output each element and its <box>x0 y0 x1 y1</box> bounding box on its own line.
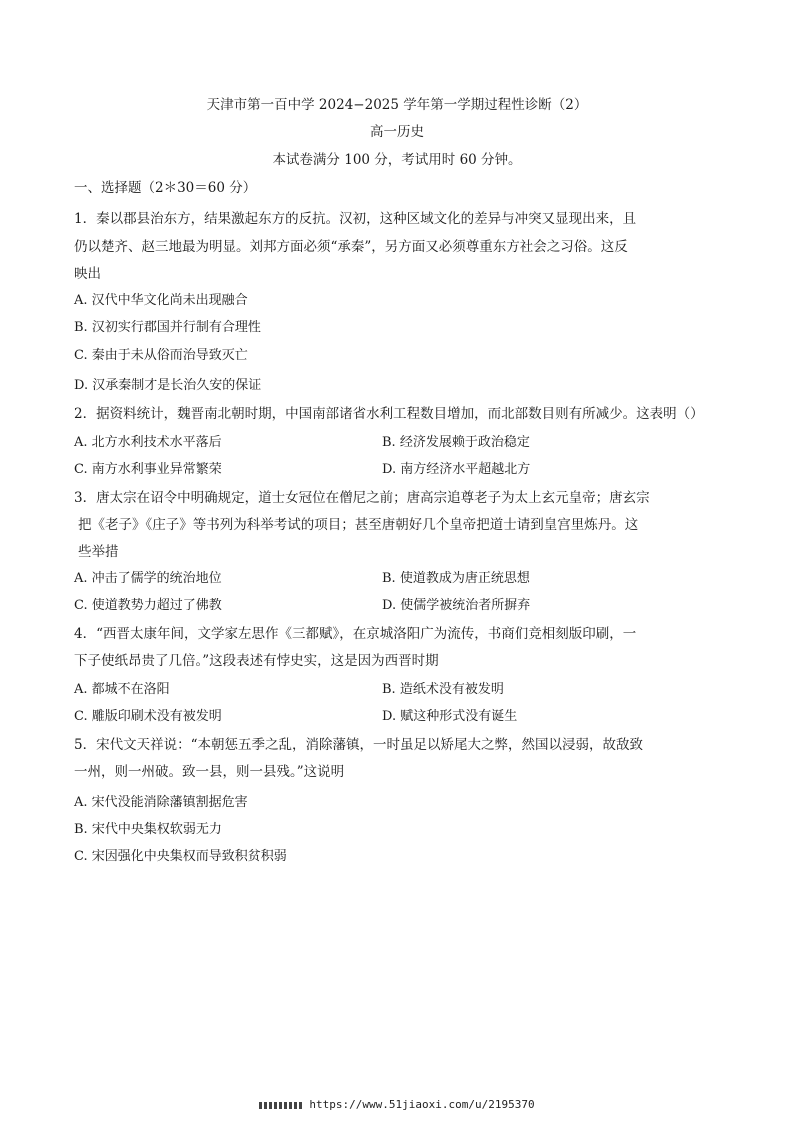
question-stem-line: 一州，则一州破。致一县，则一县残。”这说明 <box>74 764 345 780</box>
question-stem-line: 把《老子》《庄子》等书列为科举考试的项目；甚至唐朝好几个皇帝把道士请到皇宫里炼丹。这 <box>78 517 639 533</box>
option-b[interactable]: B. 使道教成为唐正统思想 <box>382 571 530 586</box>
question-stem-line: 映出 <box>74 266 101 282</box>
option-d[interactable]: D. 使儒学被统治者所摒弃 <box>382 598 531 613</box>
question-stem-line: 5．宋代文天祥说：“本朝惩五季之乱，消除藩镇，一时虽足以矫尾大之弊，然国以浸弱，故敌致 <box>74 737 643 753</box>
option-c[interactable]: C. 秦由于未从俗而治导致灭亡 <box>74 348 248 363</box>
footer-watermark <box>0 1098 794 1112</box>
option-d[interactable]: D. 汉承秦制才是长治久安的保证 <box>74 378 262 393</box>
option-d[interactable]: D. 赋这种形式没有诞生 <box>382 709 518 724</box>
question-stem-line: 4．“西晋太康年间，文学家左思作《三都赋》，在京城洛阳广为流传，书商们竞相刻版印刷，一 <box>74 626 637 642</box>
option-c[interactable]: C. 宋因强化中央集权而导致积贫积弱 <box>74 849 287 864</box>
option-b[interactable]: B. 宋代中央集权软弱无力 <box>74 822 222 837</box>
option-a[interactable]: A. 汉代中华文化尚未出现融合 <box>74 293 248 308</box>
option-c[interactable]: C. 使道教势力超过了佛教 <box>74 598 222 613</box>
option-b[interactable]: B. 汉初实行郡国并行制有合理性 <box>74 320 261 335</box>
exam-subject: 高一历史 <box>370 124 424 140</box>
question-stem-line: 3．唐太宗在诏令中明确规定，道士女冠位在僧尼之前；唐高宗追尊老子为太上玄元皇帝；唐玄宗 <box>74 490 650 506</box>
question-stem-line: 仍以楚齐、赵三地最为明显。刘邦方面必须“承秦”，另方面又必须尊重东方社会之习俗。这反 <box>74 239 628 255</box>
question-stem-line: 1．秦以郡县治东方，结果激起东方的反抗。汉初，这种区域文化的差异与冲突又显现出来，且 <box>74 211 637 227</box>
option-b[interactable]: B. 造纸术没有被发明 <box>382 682 504 697</box>
option-a[interactable]: A. 宋代没能消除藩镇割据危害 <box>74 795 248 810</box>
option-c[interactable]: C. 雕版印刷术没有被发明 <box>74 709 222 724</box>
question-stem-line: 下子使纸昂贵了几倍。”这段表述有悖史实，这是因为西晋时期 <box>74 653 439 669</box>
option-b[interactable]: B. 经济发展赖于政治稳定 <box>382 435 530 450</box>
exam-info: 本试卷满分 100 分，考试用时 60 分钟。 <box>272 152 522 168</box>
question-stem-line: 2．据资料统计，魏晋南北朝时期，中国南部诸省水利工程数目增加，而北部数目则有所减少。这表明（） <box>74 406 704 422</box>
exam-title: 天津市第一百中学 2024−2025 学年第一学期过程性诊断（2） <box>206 97 588 113</box>
question-stem-line: 些举措 <box>78 544 119 560</box>
option-a[interactable]: A. 冲击了儒学的统治地位 <box>74 571 222 586</box>
option-d[interactable]: D. 南方经济水平超越北方 <box>382 462 531 477</box>
option-a[interactable]: A. 都城不在洛阳 <box>74 682 170 697</box>
watermark-url[interactable]: https://www.51jiaoxi.com/u/2195370 <box>309 1098 535 1111</box>
option-c[interactable]: C. 南方水利事业异常繁荣 <box>74 462 222 477</box>
section-heading: 一、选择题（2＊30＝60 分） <box>74 180 257 196</box>
watermark-logo-icon <box>259 1102 303 1109</box>
option-a[interactable]: A. 北方水利技术水平落后 <box>74 435 222 450</box>
